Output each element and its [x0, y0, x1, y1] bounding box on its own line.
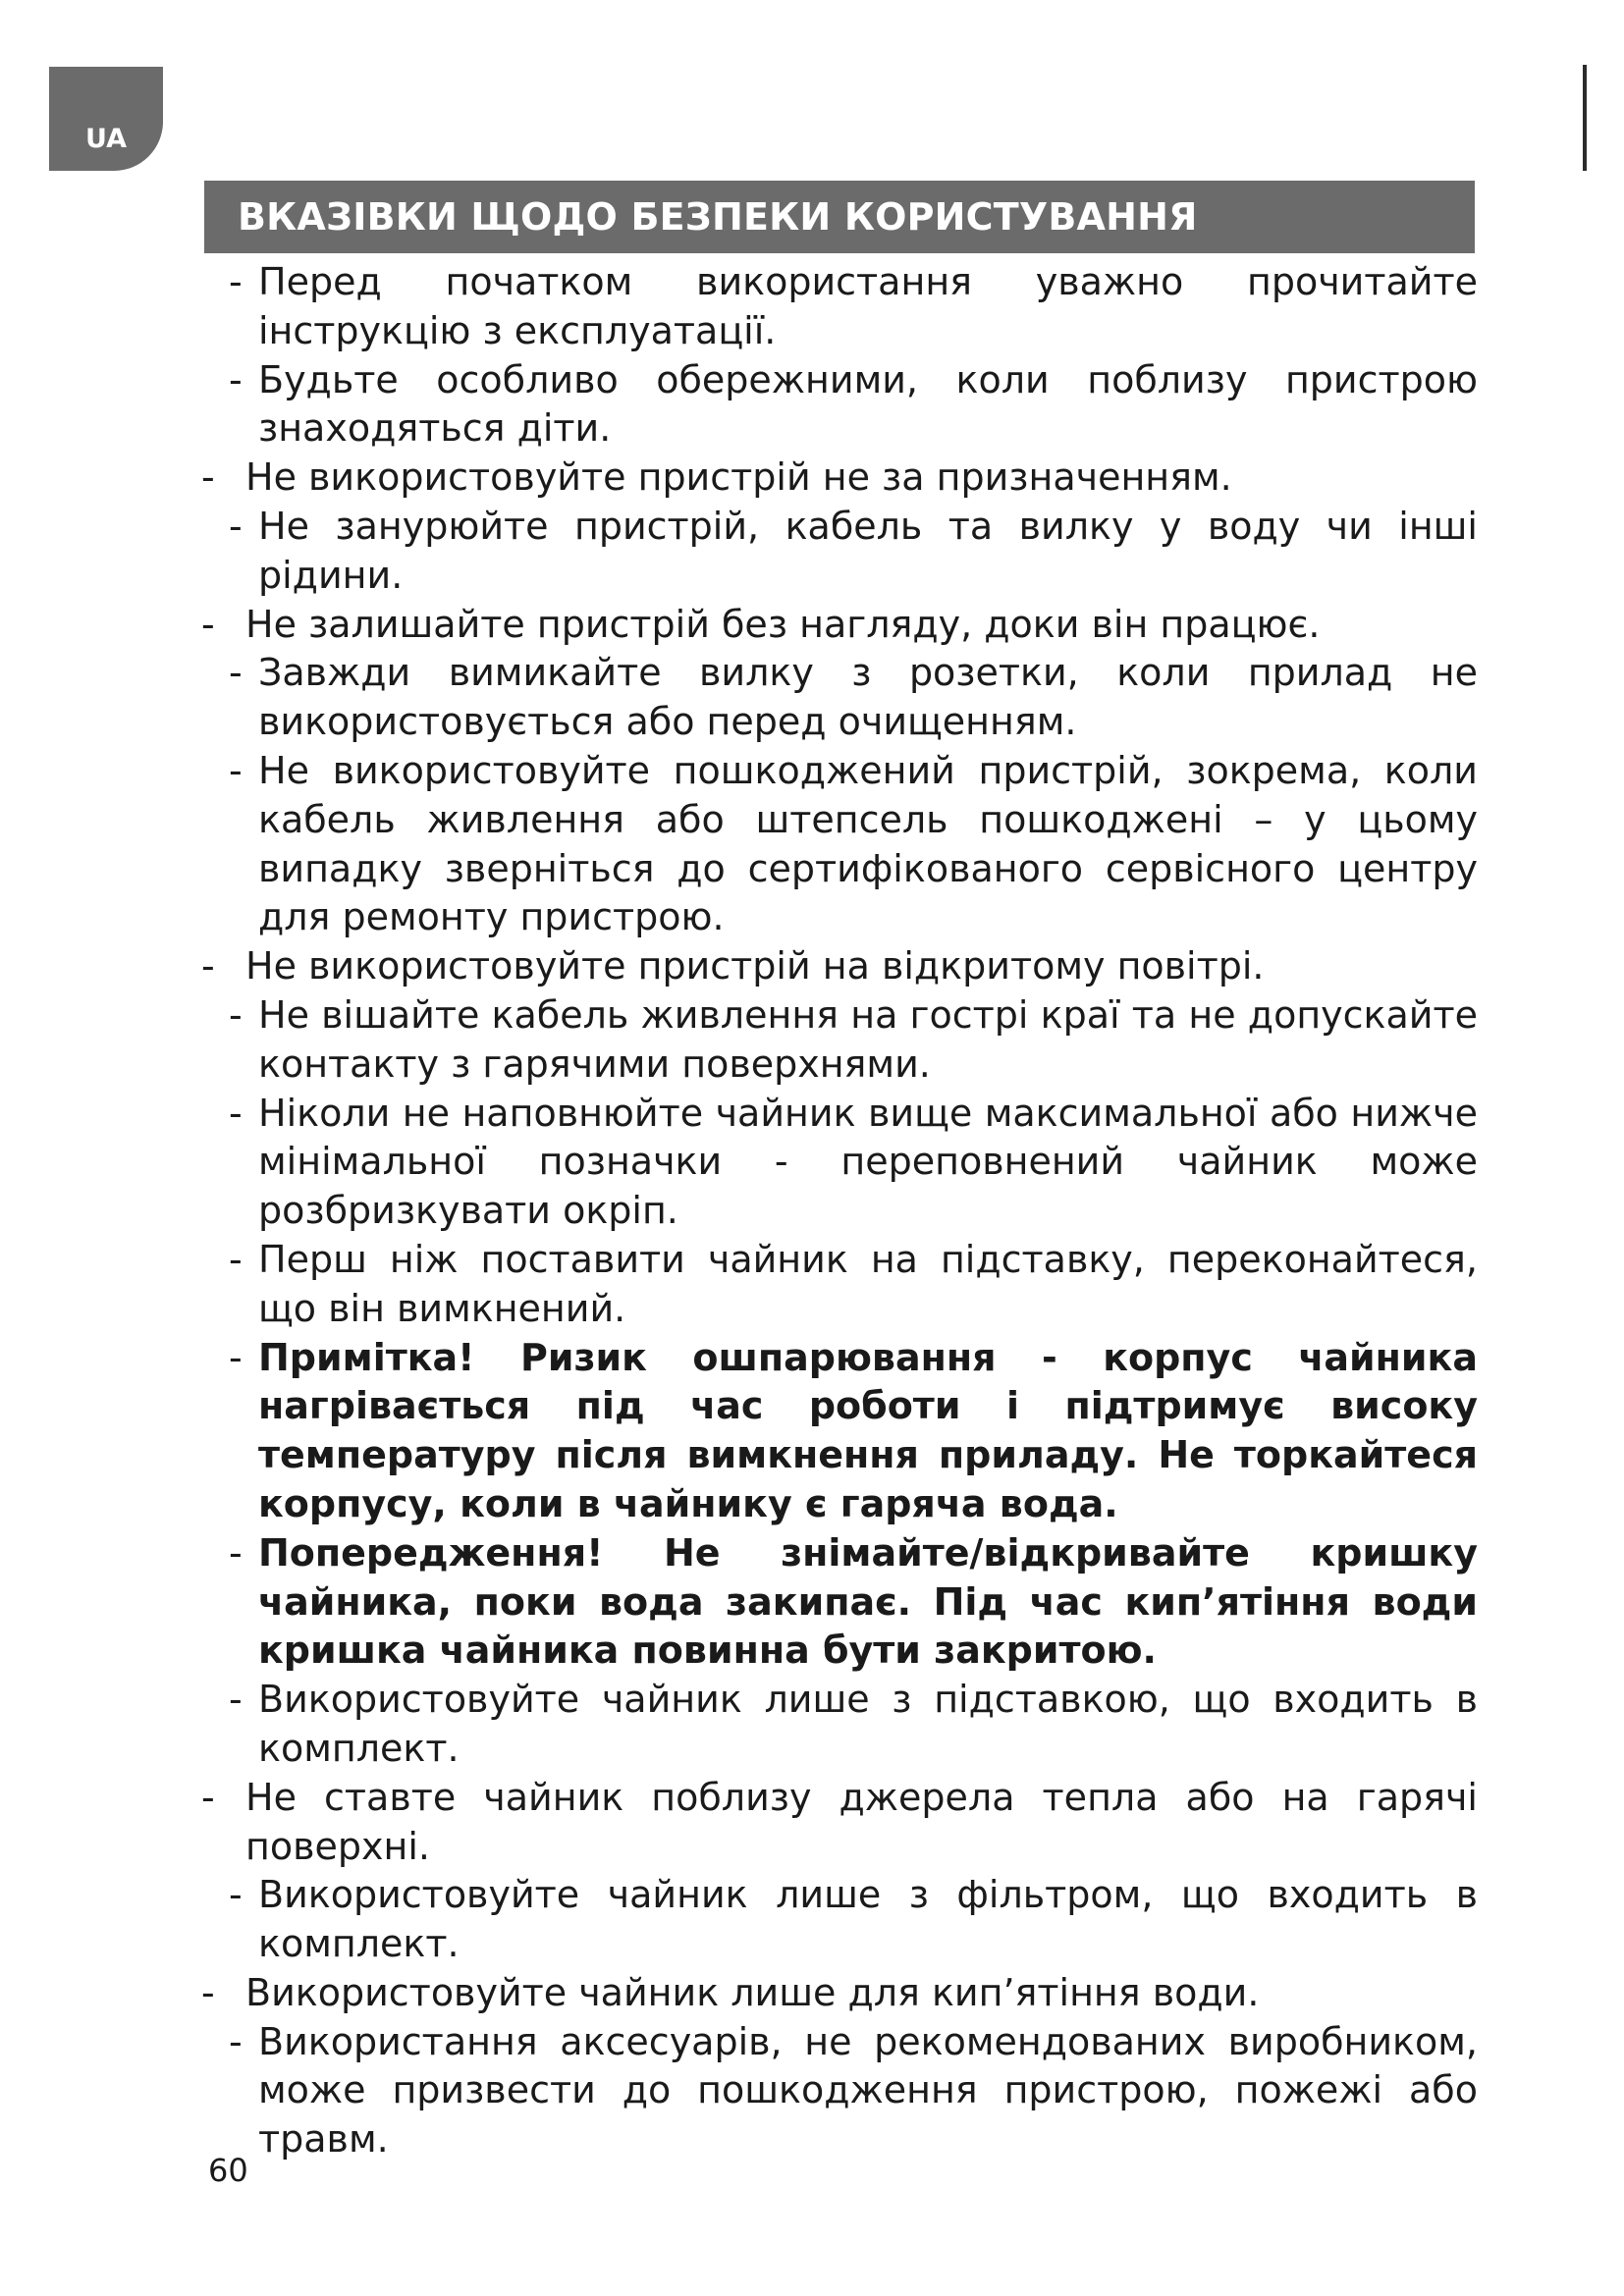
- bullet-dash: -: [229, 1335, 243, 1379]
- page-number: 60: [208, 2152, 248, 2189]
- list-item-text: Перед початком використання уважно прочитайте інструкцію з експлуатації.: [258, 260, 1478, 352]
- list-item-text: Не занурюйте пристрій, кабель та вилку у воду чи інші рідини.: [258, 504, 1478, 597]
- list-item-warning: [201, 1529, 1478, 1676]
- section-header: [204, 181, 1475, 253]
- bullet-dash: -: [229, 992, 243, 1037]
- bullet-dash: -: [229, 1237, 243, 1281]
- list-item-text: Будьте особливо обережними, коли поблизу пристрою знаходяться діти.: [258, 357, 1478, 451]
- section-title: ВКАЗІВКИ ЩОДО БЕЗПЕКИ КОРИСТУВАННЯ: [238, 195, 1198, 239]
- bullet-dash: -: [201, 455, 215, 500]
- list-item-text: Примітка! Ризик ошпарювання - корпус чайника нагрівається під час роботи і підтримує високу температуру після вимкнення приладу. Не торкайтеся корпусу, коли в чайнику є гаряча вода.: [258, 1335, 1478, 1525]
- language-tab-label: UA: [85, 123, 127, 154]
- list-item-text: Не використовуйте пристрій не за призначенням.: [245, 455, 1232, 500]
- list-item: [201, 747, 1478, 942]
- list-item: [201, 258, 1478, 356]
- list-item: [201, 601, 1478, 650]
- list-item-text: Використовуйте чайник лише з фільтром, що входить в комплект.: [258, 1873, 1478, 1966]
- bullet-dash: -: [229, 2019, 243, 2063]
- list-item-text: Не ставте чайник поблизу джерела тепла або на гарячі поверхні.: [245, 1775, 1478, 1868]
- list-item: [201, 942, 1478, 991]
- bullet-dash: -: [229, 357, 243, 401]
- list-item: [201, 1090, 1478, 1236]
- bullet-dash: -: [229, 1873, 243, 1917]
- list-item-text: Використовуйте чайник лише для кип’ятіння води.: [245, 1970, 1260, 2014]
- bullet-dash: -: [201, 1970, 215, 2014]
- list-item-text: Не залишайте пристрій без нагляду, доки він працює.: [245, 602, 1321, 646]
- list-item-text: Використовуйте чайник лише з підставкою, що входить в комплект.: [258, 1678, 1478, 1770]
- list-item: [201, 1676, 1478, 1774]
- list-item: [201, 1236, 1478, 1334]
- list-item: [201, 454, 1478, 503]
- list-item-text: Завжди вимикайте вилку з розетки, коли прилад не використовується або перед очищенням.: [258, 651, 1478, 744]
- bullet-dash: -: [229, 651, 243, 695]
- language-tab: [49, 67, 163, 171]
- bullet-dash: -: [229, 748, 243, 792]
- list-item-text: Перш ніж поставити чайник на підставку, переконайтеся, що він вимкнений.: [258, 1237, 1478, 1330]
- list-item-text: Ніколи не наповнюйте чайник вище максимальної або нижче мінімальної позначки - переповнений чайник може розбризкувати окріп.: [258, 1091, 1478, 1233]
- list-item-text: Не використовуйте пошкоджений пристрій, зокрема, коли кабель живлення або штепсель пошкоджені – у цьому випадку зверніться до сертифікованого сервісного центру для ремонту пристрою.: [258, 748, 1478, 939]
- safety-instructions-list: [201, 258, 1478, 2164]
- list-item: [201, 1871, 1478, 1969]
- list-item: [201, 2018, 1478, 2164]
- bullet-dash: -: [229, 260, 243, 303]
- bullet-dash: -: [201, 602, 215, 646]
- bullet-dash: -: [201, 1775, 215, 1819]
- bullet-dash: -: [229, 504, 243, 548]
- bullet-dash: -: [229, 1678, 243, 1722]
- list-item: [201, 1774, 1478, 1872]
- list-item: [201, 1969, 1478, 2018]
- list-item-text: Використання аксесуарів, не рекомендованих виробником, може призвести до пошкодження пристрою, пожежі або травм.: [258, 2019, 1478, 2162]
- bullet-dash: -: [229, 1091, 243, 1135]
- list-item-text: Не вішайте кабель живлення на гострі краї та не допускайте контакту з гарячими поверхнями.: [258, 992, 1478, 1086]
- list-item: [201, 649, 1478, 747]
- list-item: [201, 503, 1478, 601]
- list-item-warning: [201, 1334, 1478, 1529]
- list-item: [201, 991, 1478, 1090]
- list-item-text: Попередження! Не знімайте/відкривайте кришку чайника, поки вода закипає. Під час кип’ятіння води кришка чайника повинна бути закритою.: [258, 1530, 1478, 1673]
- list-item-text: Не використовуйте пристрій на відкритому повітрі.: [245, 944, 1265, 988]
- bullet-dash: -: [229, 1530, 243, 1575]
- list-item: [201, 356, 1478, 454]
- edge-marker: [1583, 65, 1587, 171]
- bullet-dash: -: [201, 944, 215, 988]
